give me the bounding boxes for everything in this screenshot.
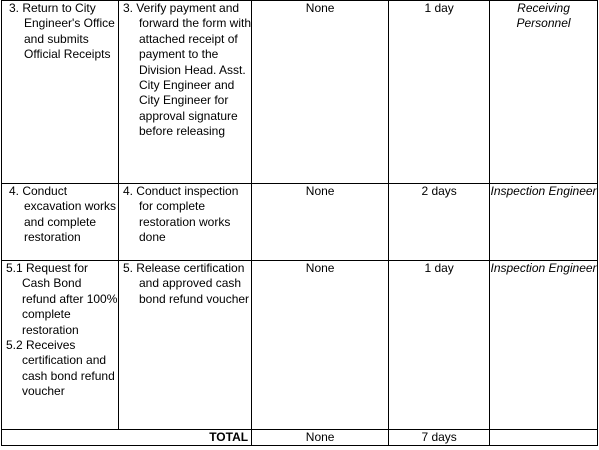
table-row bbox=[2, 261, 598, 430]
processing-time-cell: 1 day bbox=[389, 261, 490, 430]
total-label: TOTAL bbox=[2, 430, 252, 446]
processing-time-cell: 2 days bbox=[389, 184, 490, 261]
processing-time-cell: 1 day bbox=[389, 1, 490, 184]
person-responsible-cell: Inspection Engineer bbox=[490, 184, 598, 261]
fees-cell: None bbox=[252, 261, 389, 430]
table-row bbox=[2, 1, 598, 184]
fees-cell: None bbox=[252, 1, 389, 184]
person-responsible-cell: Inspection Engineer bbox=[490, 261, 598, 430]
service-steps-table bbox=[1, 0, 598, 446]
client-step-5-1: 5.1 Request for Cash Bond refund after 100% complete restoration bbox=[6, 261, 118, 337]
client-step-cell: 3. Return to City Engineer's Office and submits Official Receipts bbox=[2, 1, 119, 184]
fees-cell: None bbox=[252, 184, 389, 261]
total-row bbox=[2, 430, 598, 446]
agency-action-cell: 4. Conduct inspection for complete restoration works done bbox=[118, 184, 251, 261]
agency-action-cell: 5. Release certification and approved cash bond refund voucher bbox=[118, 261, 251, 430]
client-step-cell: 4. Conduct excavation works and complete restoration bbox=[2, 184, 119, 261]
client-step-5-2: 5.2 Receives certification and cash bond refund voucher bbox=[6, 338, 115, 399]
table-row bbox=[2, 184, 598, 261]
total-person-cell bbox=[490, 430, 598, 446]
person-responsible-cell: Receiving Personnel bbox=[490, 1, 598, 184]
client-step-cell bbox=[2, 261, 119, 430]
total-fees: None bbox=[252, 430, 389, 446]
agency-action-cell: 3. Verify payment and forward the form with attached receipt of payment to the Division Head. Asst. City Engineer and City Engineer for approval signature before releasing bbox=[118, 1, 251, 184]
total-time: 7 days bbox=[389, 430, 490, 446]
